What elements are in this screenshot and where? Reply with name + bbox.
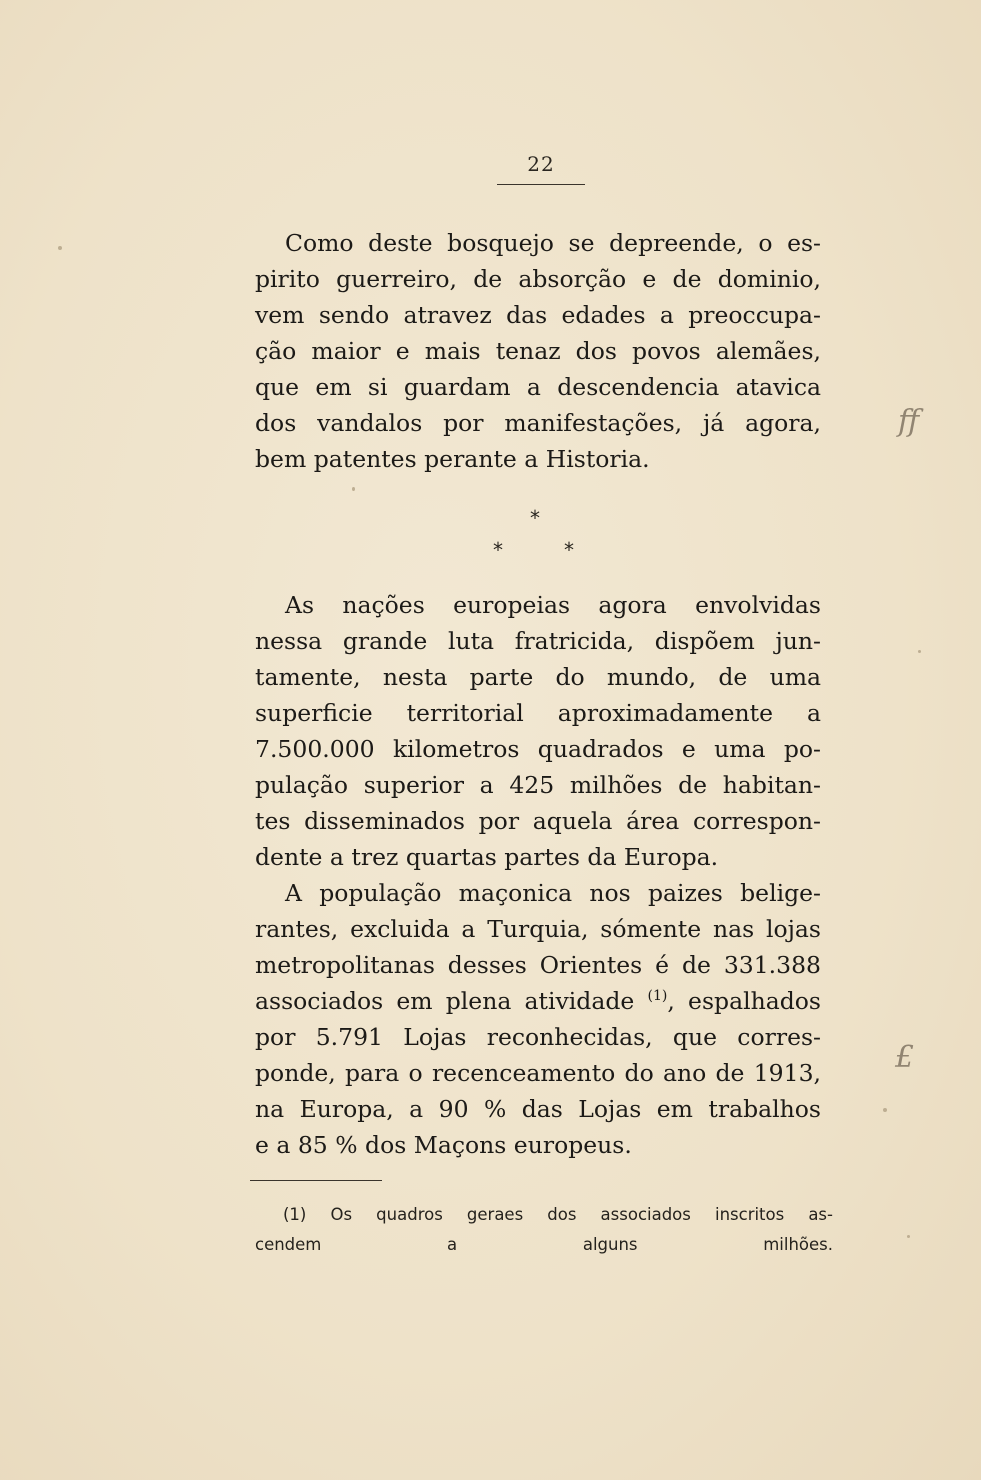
text-segment: dos Maçons europeus. [357,1131,632,1159]
footnote-text: Os quadros geraes dos associados inscritos as- [330,1205,833,1224]
footnote [255,1200,833,1260]
margin-handwritten-mark: ff [898,404,920,439]
footnote-rule [250,1180,382,1181]
paper-speck [883,1108,887,1112]
text-line: ção maior e mais tenaz dos povos alemães, [255,337,821,365]
text-line: pulação superior a 425 milhões de habitan- [255,771,821,799]
text-segment: das Lojas em trabalhos [506,1095,821,1123]
text-segment: associados em plena atividade [255,987,635,1015]
page-number: 22 [527,152,555,176]
footnote-line: cendem a alguns milhões. [255,1235,833,1254]
text-segment: e a 85 % [255,1131,358,1159]
text-segment: na Europa, a 90 % [255,1095,507,1123]
asterism-section-break [460,500,620,570]
text-line: nessa grande luta fratricida, dispõem jun- [255,627,821,655]
text-line: pirito guerreiro, de absorção e de dominio, [255,265,821,293]
text-line: 7.500.000 kilometros quadrados e uma po- [255,735,821,763]
paper-speck [58,246,62,250]
text-line: metropolitanas desses Orientes é de 331.388 [255,951,821,979]
text-line: dos vandalos por manifestações, já agora, [255,409,821,437]
paragraph-2 [255,587,821,875]
text-segment: , espalhados [667,987,821,1015]
footnote-line [255,1200,833,1230]
asterism-star: * [530,506,540,530]
text-line: As nações europeias agora envolvidas [285,591,821,619]
text-line: por 5.791 Lojas reconhecidas, que corres- [255,1023,821,1051]
paragraph-3 [255,875,821,1163]
paper-speck [907,1235,910,1238]
paper-speck [352,487,355,491]
footnote-marker: (1) [283,1205,307,1224]
text-line: Como deste bosquejo se depreende, o es- [285,229,821,257]
text-line: tes disseminados por aquela área correspon- [255,807,821,835]
text-line: superficie territorial aproximadamente a [255,699,821,727]
paragraph-1 [255,225,821,477]
text-line: ponde, para o recenceamento do ano de 1913, [255,1059,821,1087]
text-line: bem patentes perante a Historia. [255,445,650,473]
text-line-with-footnote [255,983,821,1019]
text-line [255,1091,821,1127]
asterism-star: * [493,538,503,562]
paper-speck [918,650,921,653]
margin-handwritten-mark: £ [895,1040,915,1075]
text-line [255,1127,821,1163]
footnote-reference: (1) [647,988,668,1005]
text-line: vem sendo atravez das edades a preoccupa- [255,301,821,329]
text-line: tamente, nesta parte do mundo, de uma [255,663,821,691]
text-line: que em si guardam a descendencia atavica [255,373,821,401]
page-number-rule [497,184,585,185]
text-line: A população maçonica nos paizes belige- [285,879,821,907]
text-line: rantes, excluida a Turquia, sómente nas lojas [255,915,821,943]
text-line: dente a trez quartas partes da Europa. [255,843,719,871]
asterism-star: * [564,538,574,562]
